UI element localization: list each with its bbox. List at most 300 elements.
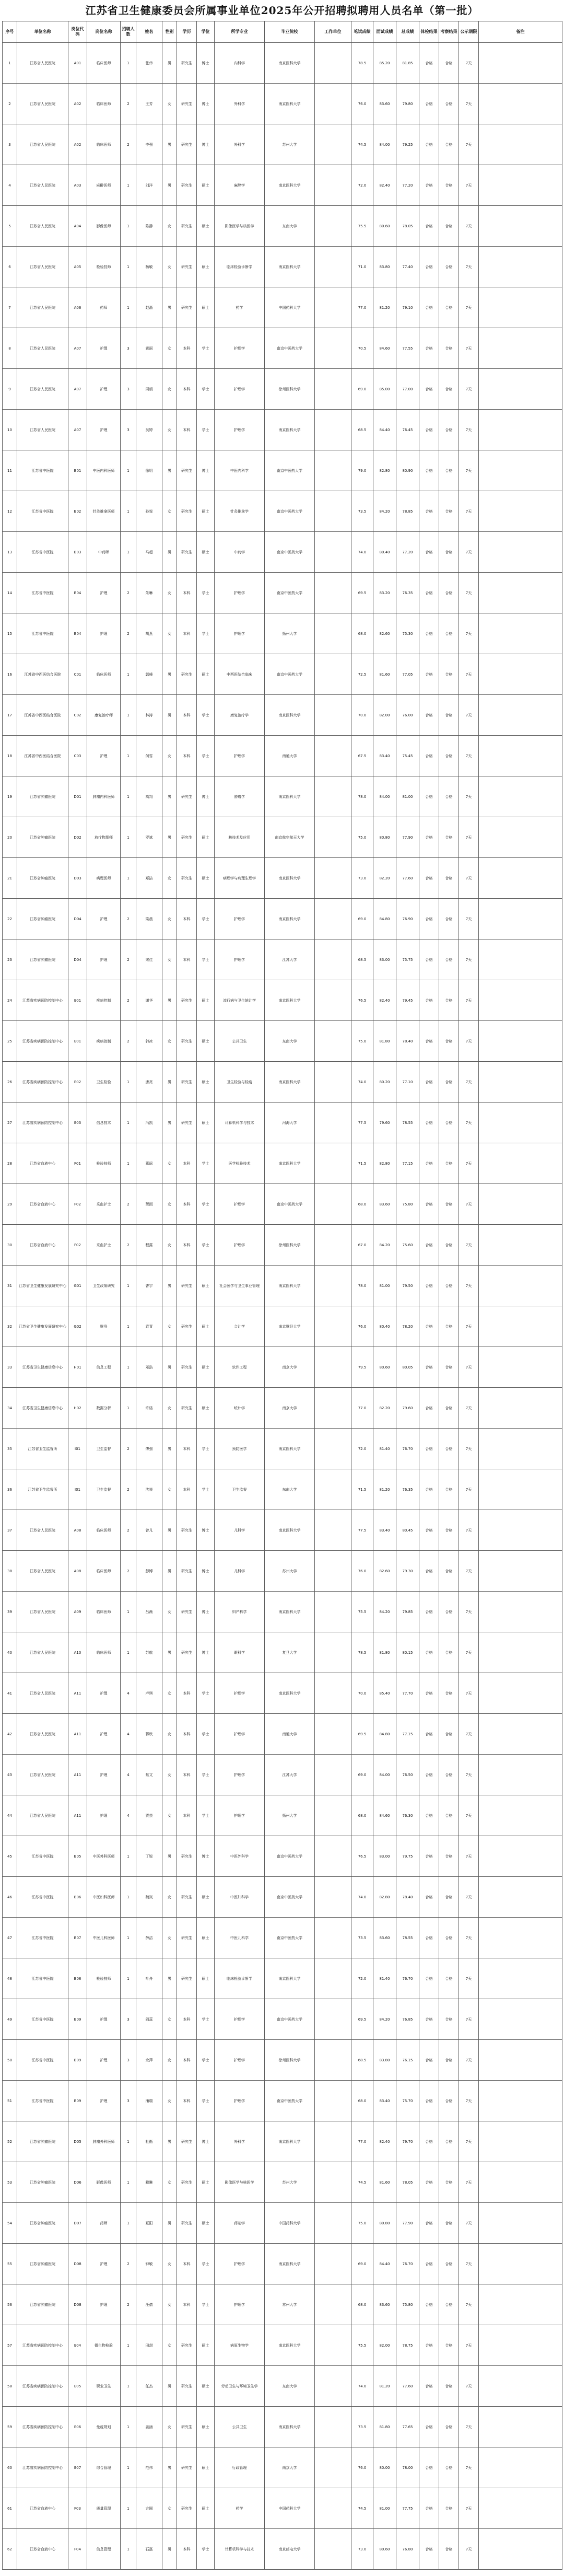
table-cell: 80.40: [373, 532, 396, 573]
table-cell: 女: [162, 1592, 177, 1632]
table-cell: 54: [3, 2203, 17, 2244]
table-cell: 82.00: [373, 2325, 396, 2366]
table-cell: 合格: [419, 2488, 439, 2529]
table-cell: 合格: [439, 1347, 459, 1388]
table-cell: 2: [121, 899, 136, 939]
table-cell: 合格: [439, 247, 459, 287]
table-cell: 男: [162, 776, 177, 817]
table-cell: 女: [162, 573, 177, 613]
table-cell: 59: [3, 2407, 17, 2447]
table-cell: 合格: [439, 2529, 459, 2570]
table-cell: 周娟: [136, 369, 162, 410]
table-cell: 女: [162, 939, 177, 980]
table-cell: 32: [3, 1306, 17, 1347]
table-cell: 7天: [459, 43, 479, 84]
table-cell: 81.20: [373, 1469, 396, 1510]
table-cell: 护理学: [215, 939, 265, 980]
table-cell: 陈静: [136, 206, 162, 247]
table-cell: 69.5: [351, 1999, 373, 2040]
table-cell: 1: [121, 1877, 136, 1918]
column-header: 所学专业: [215, 21, 265, 43]
table-row: [3, 247, 562, 287]
table-cell: 护理: [87, 613, 121, 654]
table-cell: 合格: [419, 1184, 439, 1225]
table-cell: 南京中医药大学: [265, 1999, 315, 2040]
table-cell: 护理学: [215, 1184, 265, 1225]
table-cell: 合格: [439, 2366, 459, 2407]
table-cell: 2: [121, 1225, 136, 1266]
table-row: [3, 1755, 562, 1795]
table-cell: 7天: [459, 165, 479, 206]
table-cell: 南京中医药大学: [265, 532, 315, 573]
table-row: [3, 2081, 562, 2121]
table-cell: 硕士: [197, 1306, 215, 1347]
table-cell: 3: [121, 328, 136, 369]
table-cell: 19: [3, 776, 17, 817]
table-cell: 江苏省人民医院: [17, 1510, 68, 1551]
table-cell: 麻醉医师: [87, 165, 121, 206]
table-cell: 合格: [419, 1225, 439, 1266]
table-cell: 护理: [87, 939, 121, 980]
table-cell: 1: [121, 1592, 136, 1632]
table-cell: 合格: [419, 654, 439, 695]
table-cell: 合格: [419, 1551, 439, 1592]
table-cell: 学士: [197, 1184, 215, 1225]
table-cell: 合格: [439, 2162, 459, 2203]
table-cell: 苏州大学: [265, 124, 315, 165]
table-cell: 护理: [87, 1999, 121, 2040]
table-cell: 苏航: [136, 1632, 162, 1673]
table-cell: 研究生: [177, 1062, 197, 1103]
table-cell: 83.40: [373, 1510, 396, 1551]
table-cell: 任杰: [136, 2366, 162, 2407]
table-cell: [479, 1714, 562, 1755]
table-cell: 蒋欣: [136, 1714, 162, 1755]
table-cell: 卫生检验: [87, 1062, 121, 1103]
table-cell: 江苏省卫生健康信息中心: [17, 1388, 68, 1429]
table-cell: 江苏省血液中心: [17, 1184, 68, 1225]
table-cell: 魏岚: [136, 1877, 162, 1918]
table-cell: 唐亮: [136, 1062, 162, 1103]
table-cell: 9: [3, 369, 17, 410]
table-cell: 77.20: [396, 532, 419, 573]
table-cell: [479, 980, 562, 1021]
table-cell: 检验技师: [87, 247, 121, 287]
table-cell: 80.15: [396, 1632, 419, 1673]
table-cell: 77.00: [396, 369, 419, 410]
table-cell: 77.55: [396, 328, 419, 369]
table-cell: [315, 1836, 351, 1877]
table-cell: 71.5: [351, 1143, 373, 1184]
table-cell: 74.5: [351, 2162, 373, 2203]
table-cell: 79.60: [373, 1103, 396, 1143]
table-cell: 74.5: [351, 124, 373, 165]
table-cell: 78.05: [396, 2162, 419, 2203]
table-cell: 1: [121, 2366, 136, 2407]
table-cell: 1: [121, 1918, 136, 1958]
table-cell: 69.0: [351, 899, 373, 939]
table-cell: 学士: [197, 736, 215, 776]
table-cell: 护理学: [215, 2081, 265, 2121]
table-cell: 79.80: [396, 84, 419, 124]
table-cell: 卫生政策研究: [87, 1266, 121, 1306]
table-cell: [479, 1632, 562, 1673]
table-cell: A11: [68, 1795, 87, 1836]
table-cell: 合格: [419, 2284, 439, 2325]
table-cell: [315, 573, 351, 613]
table-cell: 许诺: [136, 1388, 162, 1429]
table-row: [3, 84, 562, 124]
table-cell: 2: [121, 980, 136, 1021]
table-cell: 合格: [419, 43, 439, 84]
table-cell: 合格: [419, 1632, 439, 1673]
table-cell: 1: [121, 817, 136, 858]
table-cell: 75.5: [351, 2325, 373, 2366]
table-cell: 王芳: [136, 84, 162, 124]
table-cell: 江苏省肿瘤医院: [17, 817, 68, 858]
table-cell: 硕士: [197, 1958, 215, 1999]
table-cell: 24: [3, 980, 17, 1021]
table-cell: [315, 1551, 351, 1592]
table-cell: 合格: [439, 450, 459, 491]
table-cell: 研究生: [177, 2162, 197, 2203]
table-cell: [315, 2325, 351, 2366]
table-cell: 郭峰: [136, 654, 162, 695]
table-cell: [479, 1755, 562, 1795]
table-row: [3, 1999, 562, 2040]
table-cell: 博士: [197, 2121, 215, 2162]
table-cell: 吕薇: [136, 1592, 162, 1632]
table-cell: 南京中医药大学: [265, 1184, 315, 1225]
table-cell: 7天: [459, 817, 479, 858]
table-cell: 合格: [419, 1021, 439, 1062]
table-row: [3, 165, 562, 206]
table-cell: 江苏省肿瘤医院: [17, 2203, 68, 2244]
table-cell: [479, 2325, 562, 2366]
table-cell: [315, 1062, 351, 1103]
table-cell: 临床检验诊断学: [215, 247, 265, 287]
table-row: [3, 899, 562, 939]
table-cell: 男: [162, 165, 177, 206]
table-cell: [479, 1469, 562, 1510]
table-cell: [315, 1021, 351, 1062]
table-cell: 79.85: [396, 1592, 419, 1632]
table-cell: 护理: [87, 2040, 121, 2081]
column-header: 序号: [3, 21, 17, 43]
table-cell: 78.55: [396, 1918, 419, 1958]
table-cell: 26: [3, 1062, 17, 1103]
table-cell: 南京医科大学: [265, 1592, 315, 1632]
table-cell: 78.55: [396, 1103, 419, 1143]
table-cell: [315, 532, 351, 573]
table-cell: 江苏省血液中心: [17, 1143, 68, 1184]
table-cell: 南京航空航天大学: [265, 817, 315, 858]
table-cell: 78.0: [351, 1266, 373, 1306]
table-cell: 80.60: [373, 206, 396, 247]
table-cell: 南京医科大学: [265, 2407, 315, 2447]
column-header: 招聘人数: [121, 21, 136, 43]
table-cell: 52: [3, 2121, 17, 2162]
table-cell: A07: [68, 410, 87, 450]
table-cell: 男: [162, 287, 177, 328]
applicant-table: [2, 21, 562, 2570]
table-cell: 51: [3, 2081, 17, 2121]
table-row: [3, 2407, 562, 2447]
table-row: [3, 2244, 562, 2284]
table-cell: A11: [68, 1673, 87, 1714]
table-cell: 78.85: [396, 491, 419, 532]
table-cell: H02: [68, 1388, 87, 1429]
table-cell: 女: [162, 2162, 177, 2203]
table-cell: 83.00: [373, 939, 396, 980]
table-cell: 7天: [459, 2488, 479, 2529]
table-cell: 护理: [87, 1673, 121, 1714]
table-cell: 女: [162, 2325, 177, 2366]
table-cell: 44: [3, 1795, 17, 1836]
table-cell: 73.5: [351, 2407, 373, 2447]
table-cell: 南京中医药大学: [265, 328, 315, 369]
table-cell: 南京中医药大学: [265, 1877, 315, 1918]
table-cell: 1: [121, 491, 136, 532]
table-cell: [479, 1429, 562, 1469]
table-cell: 81.00: [373, 2488, 396, 2529]
table-cell: 江苏省疾病预防控制中心: [17, 1103, 68, 1143]
table-cell: 合格: [419, 1388, 439, 1429]
table-cell: 中药学: [215, 532, 265, 573]
table-cell: 5: [3, 206, 17, 247]
table-cell: 研究生: [177, 247, 197, 287]
table-cell: [479, 247, 562, 287]
table-cell: 合格: [419, 939, 439, 980]
table-cell: 78.05: [396, 206, 419, 247]
table-cell: 硕士: [197, 2325, 215, 2366]
table-row: [3, 328, 562, 369]
table-cell: 78.20: [396, 1306, 419, 1347]
table-cell: 6: [3, 247, 17, 287]
table-cell: 护理学: [215, 328, 265, 369]
table-cell: 护理学: [215, 1673, 265, 1714]
table-cell: 医学检验技术: [215, 1143, 265, 1184]
table-cell: 研究生: [177, 2203, 197, 2244]
table-cell: [315, 43, 351, 84]
table-cell: 1: [121, 450, 136, 491]
table-cell: 宋佳: [136, 939, 162, 980]
table-cell: 冯凯: [136, 1103, 162, 1143]
table-cell: 23: [3, 939, 17, 980]
table-cell: 方圆: [136, 2488, 162, 2529]
table-cell: 硕士: [197, 1266, 215, 1306]
table-cell: 72.0: [351, 1958, 373, 1999]
table-cell: 7天: [459, 1266, 479, 1306]
column-header: 单位名称: [17, 21, 68, 43]
table-cell: 江苏省人民医院: [17, 124, 68, 165]
table-cell: 合格: [439, 817, 459, 858]
table-cell: 男: [162, 1958, 177, 1999]
table-cell: 女: [162, 2081, 177, 2121]
table-cell: D02: [68, 817, 87, 858]
table-cell: 谢华: [136, 980, 162, 1021]
table-cell: 83.40: [373, 2081, 396, 2121]
table-cell: A08: [68, 1510, 87, 1551]
table-cell: 7天: [459, 2325, 479, 2366]
table-cell: 傅强: [136, 1429, 162, 1469]
table-cell: 85.20: [373, 43, 396, 84]
table-cell: 南京医科大学: [265, 2244, 315, 2284]
table-cell: [315, 1632, 351, 1673]
table-cell: B09: [68, 2040, 87, 2081]
table-cell: 女: [162, 410, 177, 450]
table-cell: 合格: [439, 1673, 459, 1714]
table-cell: [315, 736, 351, 776]
table-cell: 药学: [215, 2488, 265, 2529]
table-cell: 77.0: [351, 1388, 373, 1429]
table-cell: 康复治疗师: [87, 695, 121, 736]
table-cell: [479, 1266, 562, 1306]
table-cell: 江苏省卫生监督所: [17, 1469, 68, 1510]
table-cell: 7天: [459, 695, 479, 736]
table-cell: 眼科学: [215, 1632, 265, 1673]
table-cell: 83.40: [373, 736, 396, 776]
table-cell: 68.0: [351, 613, 373, 654]
table-cell: 33: [3, 1347, 17, 1388]
table-cell: 阎蕊: [136, 1999, 162, 2040]
table-cell: 钟敏: [136, 2244, 162, 2284]
table-cell: 82.20: [373, 858, 396, 899]
table-row: [3, 1469, 562, 1510]
table-cell: F02: [68, 1225, 87, 1266]
table-cell: 2: [121, 1429, 136, 1469]
table-cell: 南通大学: [265, 736, 315, 776]
table-cell: [315, 491, 351, 532]
table-cell: 79.0: [351, 450, 373, 491]
table-cell: 合格: [439, 1632, 459, 1673]
table-cell: 南京医科大学: [265, 2325, 315, 2366]
table-cell: 本科: [177, 695, 197, 736]
table-cell: 62: [3, 2529, 17, 2570]
table-cell: 合格: [419, 899, 439, 939]
table-cell: 林涛: [136, 695, 162, 736]
table-cell: 学士: [197, 369, 215, 410]
table-cell: 徐州医科大学: [265, 1225, 315, 1266]
table-cell: 研究生: [177, 206, 197, 247]
table-cell: 7天: [459, 2284, 479, 2325]
table-cell: 男: [162, 2203, 177, 2244]
table-cell: 77.15: [396, 1143, 419, 1184]
table-cell: 8: [3, 328, 17, 369]
table-cell: 南通大学: [265, 1714, 315, 1755]
table-cell: [479, 2162, 562, 2203]
table-cell: [315, 1958, 351, 1999]
table-cell: 48: [3, 1958, 17, 1999]
column-header: 毕业院校: [265, 21, 315, 43]
table-cell: 江苏省人民医院: [17, 206, 68, 247]
table-cell: E04: [68, 2325, 87, 2366]
table-cell: 朱琳: [136, 573, 162, 613]
table-cell: 学士: [197, 2244, 215, 2284]
table-cell: 疾病控制: [87, 1021, 121, 1062]
table-cell: 合格: [439, 2244, 459, 2284]
table-cell: 22: [3, 899, 17, 939]
table-cell: 卢琪: [136, 1673, 162, 1714]
table-cell: 74.5: [351, 2488, 373, 2529]
table-cell: 合格: [419, 2162, 439, 2203]
table-cell: 合格: [439, 2203, 459, 2244]
table-row: [3, 1632, 562, 1673]
table-cell: [479, 2529, 562, 2570]
table-cell: 学士: [197, 2040, 215, 2081]
table-cell: 7天: [459, 1755, 479, 1795]
table-cell: 81.40: [373, 1958, 396, 1999]
table-cell: 杜衡: [136, 2121, 162, 2162]
table-cell: 合格: [419, 369, 439, 410]
table-cell: 合格: [419, 817, 439, 858]
table-cell: 61: [3, 2488, 17, 2529]
table-cell: E05: [68, 2366, 87, 2407]
table-cell: 1: [121, 1836, 136, 1877]
table-cell: 研究生: [177, 124, 197, 165]
table-cell: 肿瘤外科医师: [87, 2121, 121, 2162]
table-cell: [479, 939, 562, 980]
table-cell: 病理医师: [87, 858, 121, 899]
table-cell: 临床医师: [87, 1551, 121, 1592]
table-cell: E03: [68, 1103, 87, 1143]
table-cell: E02: [68, 1062, 87, 1103]
table-cell: 46: [3, 1877, 17, 1918]
table-cell: 临床医师: [87, 84, 121, 124]
table-cell: 本科: [177, 2284, 197, 2325]
table-cell: 男: [162, 2121, 177, 2162]
table-cell: 南京医科大学: [265, 43, 315, 84]
table-cell: 合格: [419, 1795, 439, 1836]
table-cell: 女: [162, 736, 177, 776]
table-cell: B09: [68, 1999, 87, 2040]
table-cell: 研究生: [177, 2366, 197, 2407]
table-cell: 合格: [439, 1306, 459, 1347]
table-cell: 护理学: [215, 1714, 265, 1755]
table-cell: 女: [162, 1918, 177, 1958]
table-cell: [479, 2203, 562, 2244]
table-cell: 合格: [439, 1551, 459, 1592]
table-cell: [315, 1266, 351, 1306]
table-cell: 合格: [419, 2366, 439, 2407]
table-cell: [315, 328, 351, 369]
table-cell: 3: [121, 2081, 136, 2121]
table-cell: [479, 1877, 562, 1918]
table-cell: 1: [121, 1062, 136, 1103]
table-cell: 女: [162, 858, 177, 899]
table-cell: 1: [121, 654, 136, 695]
table-cell: 本科: [177, 1143, 197, 1184]
table-row: [3, 2447, 562, 2488]
table-cell: 江苏省人民医院: [17, 410, 68, 450]
table-cell: 中医妇科医师: [87, 1877, 121, 1918]
table-cell: 7天: [459, 1143, 479, 1184]
table-cell: 研究生: [177, 84, 197, 124]
table-cell: 7天: [459, 1510, 479, 1551]
table-cell: 女: [162, 1388, 177, 1429]
table-cell: 研究生: [177, 165, 197, 206]
table-cell: 针灸推拿学: [215, 491, 265, 532]
table-cell: 中医妇科学: [215, 1877, 265, 1918]
table-cell: 3: [121, 410, 136, 450]
table-cell: [315, 2447, 351, 2488]
table-cell: 本科: [177, 1184, 197, 1225]
table-cell: 81.80: [373, 2407, 396, 2447]
table-cell: 内科学: [215, 43, 265, 84]
table-row: [3, 124, 562, 165]
table-cell: 南京大学: [265, 1347, 315, 1388]
table-cell: 放疗物理师: [87, 817, 121, 858]
